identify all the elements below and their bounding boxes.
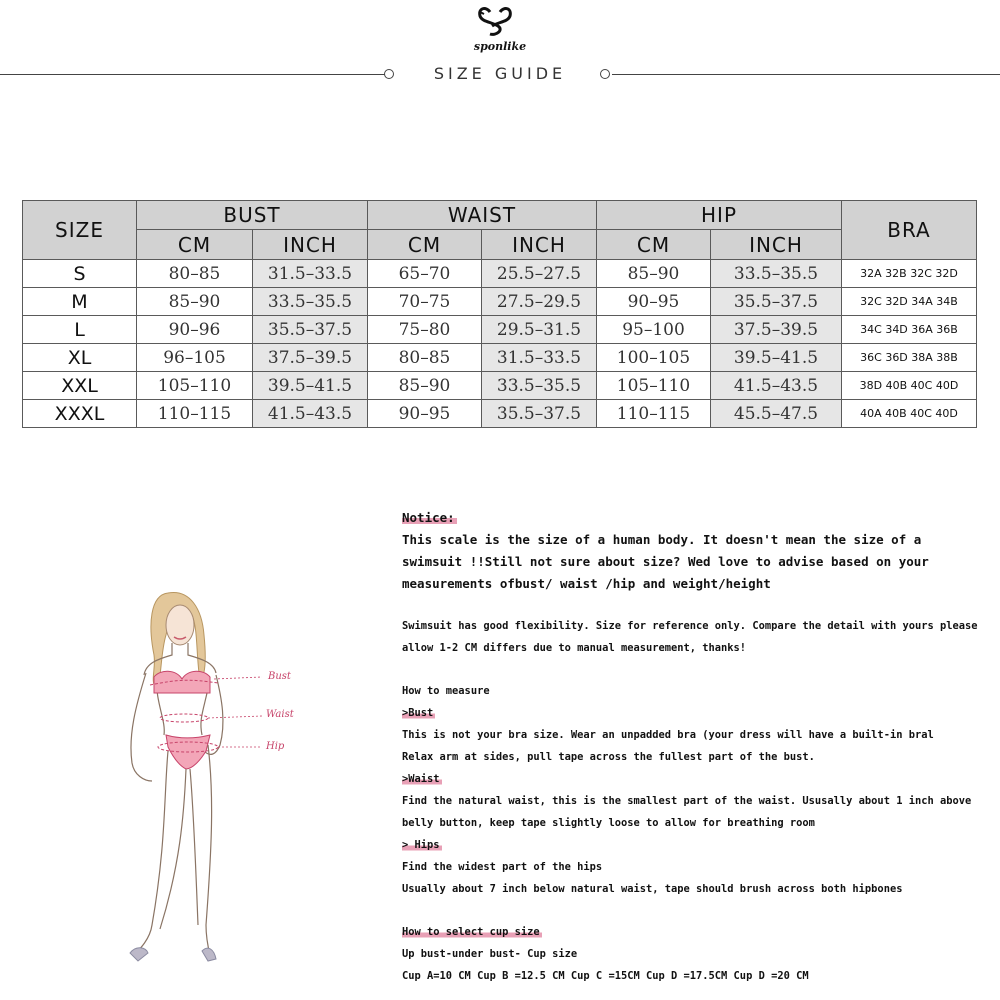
cell-waist-cm: 80–85 — [368, 344, 482, 372]
cell-hip-inch: 33.5–35.5 — [711, 260, 842, 288]
brand-logo — [440, 4, 560, 56]
waist-title: >Waist — [402, 773, 440, 785]
cell-waist-cm: 70–75 — [368, 288, 482, 316]
cell-bust-cm: 110–115 — [137, 400, 253, 428]
hip-label: Hip — [266, 741, 285, 752]
header-waist-cm: CM — [368, 230, 482, 260]
cell-bra: 32C 32D 34A 34B — [842, 288, 977, 316]
cell-hip-inch: 35.5–37.5 — [711, 288, 842, 316]
cell-hip-cm: 85–90 — [597, 260, 711, 288]
header-bust-inch: INCH — [253, 230, 368, 260]
cup-line: Up bust-under bust- Cup size — [402, 948, 578, 960]
cell-bust-cm: 80–85 — [137, 260, 253, 288]
cell-waist-cm: 65–70 — [368, 260, 482, 288]
cell-size: L — [23, 316, 137, 344]
hips-line: Find the widest part of the hips — [402, 861, 603, 873]
header-waist: WAIST — [368, 201, 597, 230]
waist-line: Find the natural waist, this is the smallest part of the waist. Ususally about 1 inch above — [402, 795, 972, 807]
cell-waist-cm: 85–90 — [368, 372, 482, 400]
cell-size: XXXL — [23, 400, 137, 428]
hips-title: > Hips — [402, 839, 440, 851]
size-chart-table — [22, 200, 977, 428]
body-figure-drawing — [110, 585, 315, 965]
flex-line: Swimsuit has good flexibility. Size for reference only. Compare the detail with yours please — [402, 620, 978, 632]
cell-waist-inch: 29.5–31.5 — [482, 316, 597, 344]
table-row — [23, 372, 977, 400]
cell-bra: 34C 34D 36A 36B — [842, 316, 977, 344]
notice-title: Notice: — [402, 510, 455, 525]
waist-label: Waist — [266, 709, 294, 720]
table-row — [23, 260, 977, 288]
header-hip-cm: CM — [597, 230, 711, 260]
cell-bust-cm: 105–110 — [137, 372, 253, 400]
flex-line: allow 1-2 CM differs due to manual measurement, thanks! — [402, 642, 747, 654]
bust-label: Bust — [268, 671, 291, 682]
notice-line: This scale is the size of a human body. It doesn't mean the size of a — [402, 532, 922, 547]
header-size: SIZE — [23, 201, 137, 260]
cell-hip-cm: 105–110 — [597, 372, 711, 400]
cell-bra: 32A 32B 32C 32D — [842, 260, 977, 288]
table-row — [23, 344, 977, 372]
how-to-measure: How to measure — [402, 685, 490, 697]
cell-size: XL — [23, 344, 137, 372]
notice-line: swimsuit !!Still not sure about size? Wed love to advise based on your — [402, 554, 929, 569]
cell-hip-inch: 45.5–47.5 — [711, 400, 842, 428]
table-row — [23, 288, 977, 316]
cell-size: S — [23, 260, 137, 288]
cell-bust-inch: 39.5–41.5 — [253, 372, 368, 400]
bust-title: >Bust — [402, 707, 434, 719]
cell-bra: 36C 36D 38A 38B — [842, 344, 977, 372]
hips-line: Usually about 7 inch below natural waist, tape should brush across both hipbones — [402, 883, 903, 895]
cup-title: How to select cup size — [402, 926, 540, 938]
header-bust: BUST — [137, 201, 368, 230]
cell-waist-inch: 25.5–27.5 — [482, 260, 597, 288]
cell-bust-inch: 31.5–33.5 — [253, 260, 368, 288]
table-row — [23, 400, 977, 428]
cell-waist-cm: 75–80 — [368, 316, 482, 344]
page-title: SIZE GUIDE — [433, 64, 567, 83]
cell-bust-inch: 33.5–35.5 — [253, 288, 368, 316]
cell-bust-inch: 35.5–37.5 — [253, 316, 368, 344]
cell-size: M — [23, 288, 137, 316]
cup-line: Cup A=10 CM Cup B =12.5 CM Cup C =15CM Cup D =17.5CM Cup D =20 CM — [402, 970, 809, 982]
cell-hip-cm: 100–105 — [597, 344, 711, 372]
header-hip-inch: INCH — [711, 230, 842, 260]
header-bust-cm: CM — [137, 230, 253, 260]
cell-hip-inch: 37.5–39.5 — [711, 316, 842, 344]
body-measurement-illustration — [110, 585, 315, 965]
cell-hip-cm: 95–100 — [597, 316, 711, 344]
header-rule-left — [0, 74, 386, 75]
cell-hip-cm: 110–115 — [597, 400, 711, 428]
cell-bust-inch: 41.5–43.5 — [253, 400, 368, 428]
cell-hip-inch: 39.5–41.5 — [711, 344, 842, 372]
cell-waist-inch: 33.5–35.5 — [482, 372, 597, 400]
waist-line: belly button, keep tape slightly loose to allow for breathing room — [402, 817, 815, 829]
cell-bust-cm: 90–96 — [137, 316, 253, 344]
notice-line: measurements ofbust/ waist /hip and weight/height — [402, 576, 771, 591]
cell-size: XXL — [23, 372, 137, 400]
cell-bust-inch: 37.5–39.5 — [253, 344, 368, 372]
bust-line: Relax arm at sides, pull tape across the fullest part of the bust. — [402, 751, 815, 763]
cell-hip-inch: 41.5–43.5 — [711, 372, 842, 400]
brand-name: sponlike — [473, 40, 527, 53]
cell-bust-cm: 96–105 — [137, 344, 253, 372]
bust-line: This is not your bra size. Wear an unpadded bra (your dress will have a built-in bral — [402, 729, 934, 741]
cell-bra: 40A 40B 40C 40D — [842, 400, 977, 428]
header-hip: HIP — [597, 201, 842, 230]
header-rule-dot-left — [384, 69, 394, 79]
cell-hip-cm: 90–95 — [597, 288, 711, 316]
cell-bra: 38D 40B 40C 40D — [842, 372, 977, 400]
cell-waist-inch: 31.5–33.5 — [482, 344, 597, 372]
header-waist-inch: INCH — [482, 230, 597, 260]
header-rule-dot-right — [600, 69, 610, 79]
header-bra: BRA — [842, 201, 977, 260]
header-rule-right — [612, 74, 1000, 75]
table-row — [23, 316, 977, 344]
cell-waist-inch: 35.5–37.5 — [482, 400, 597, 428]
cell-bust-cm: 85–90 — [137, 288, 253, 316]
cell-waist-inch: 27.5–29.5 — [482, 288, 597, 316]
cell-waist-cm: 90–95 — [368, 400, 482, 428]
